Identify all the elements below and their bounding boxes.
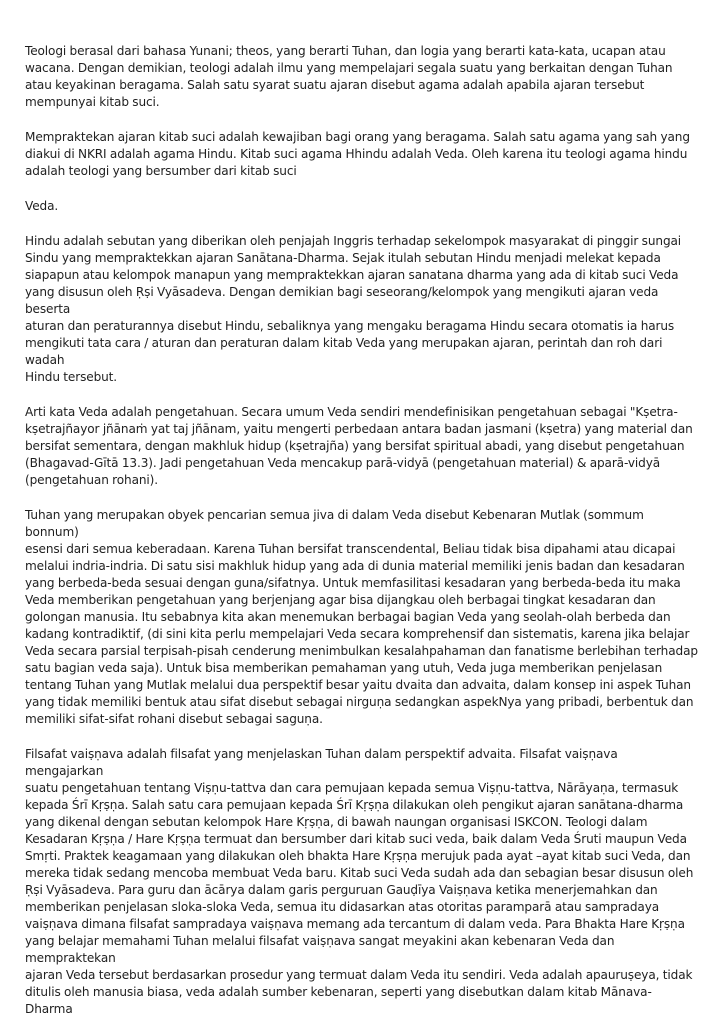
paragraph-kebenaran-mutlak: Tuhan yang merupakan obyek pencarian semua jiva di dalam Veda disebut Kebenaran Mutlak (sommum bonnum) esensi dari semua keberadaan. Karena Tuhan bersifat transcendental, Beliau tidak bisa dipahami atau dicapai melalui indria-indria. Di satu sisi makhluk hidup yang ada di dunia material memiliki jenis badan dan kesadaran yang berbeda-beda sesuai dengan guna/sifatnya. Untuk memfasilitasi kesadaran yang berbeda-beda itu maka Veda memberikan pengetahuan yang berjenjang agar bisa dijangkau oleh berbagai tingkat kesadaran dan golongan manusia. Itu sebabnya kita akan menemukan berbagai bagian Veda yang seolah-olah berbeda dan kadang kontradiktif, (di sini kita perlu mempelajari Veda secara komprehensif dan sistematis, karena jika belajar Veda secara parsial terpisah-pisah cenderung menimbulkan kesalahpahaman dan fanatisme berlebihan terhadap satu bagian veda saja). Untuk bisa memberikan pemahaman yang utuh, Veda juga memberikan penjelasan tentang Tuhan yang Mutlak melalui dua perspektif besar yaitu dvaita dan advaita, dalam konsep ini aspek Tuhan yang tidak memiliki bentuk atau sifat disebut sebagai nirguṇa sedangkan aspekNya yang pribadi, berbentuk dan memiliki sifat-sifat rohani disebut sebagai saguṇa. — [25, 508, 698, 726]
paragraph-filsafat-vaisnava: Filsafat vaiṣṇava adalah filsafat yang menjelaskan Tuhan dalam perspektif advaita. Filsafat vaiṣṇava mengajarkan suatu pengetahuan tentang Viṣṇu-tattva dan cara pemujaan kepada semua Viṣṇu-tattva, Nārāyaṇa, termasuk kepada Śrī Kṛṣṇa. Salah satu cara pemujaan kepada Śrī Kṛṣṇa dilakukan oleh pengikut ajaran sanātana-dharma yang dikenal dengan sebutan kelompok Hare Kṛṣṇa, di bawah naungan organisasi ISKCON. Teologi dalam Kesadaran Kṛṣṇa / Hare Kṛṣṇa termuat dan bersumber dari kitab suci veda, baik dalam Veda Śruti maupun Veda Smṛti. Praktek keagamaan yang dilakukan oleh bhakta Hare Kṛṣṇa merujuk pada ayat –ayat kitab suci Veda, dan mereka tidak sedang mencoba membuat Veda baru. Kitab suci Veda sudah ada dan sebagian besar disusun oleh Ṛṣi Vyāsadeva. Para guru dan ācārya dalam garis perguruan Gauḍīya Vaiṣṇava ketika menerjemahkan dan memberikan penjelasan sloka-sloka Veda, semua itu didasarkan atas otoritas paramparā atau sampradaya vaiṣṇava dimana filsafat sampradaya vaiṣṇava memang ada tercantum di dalam veda. Para Bhakta Hare Kṛṣṇa yang belajar memahami Tuhan melalui filsafat vaiṣṇava sangat meyakini akan kebenaran Veda dan mempraktekan ajaran Veda tersebut berdasarkan prosedur yang termuat dalam Veda itu sendiri. Veda adalah apauruṣeya, tidak ditulis oleh manusia biasa, veda adalah sumber kebenaran, seperti yang disebutkan dalam kitab Mānava-Dharma — [25, 747, 694, 1016]
paragraph-veda-word: Veda. — [25, 199, 59, 213]
paragraph-teologi-definition: Teologi berasal dari bahasa Yunani; theos, yang berarti Tuhan, dan logia yang berarti kata-kata, ucapan atau wacana. Dengan demikian, teologi adalah ilmu yang mempelajari segala suatu yang berkaitan dengan Tuhan atau keyakinan beragama. Salah satu syarat suatu ajaran disebut agama adalah apabila ajaran tersebut mempunyai kitab suci. — [25, 44, 673, 109]
paragraph-kitab-suci: Mempraktekan ajaran kitab suci adalah kewajiban bagi orang yang beragama. Salah satu agama yang sah yang diakui di NKRI adalah agama Hindu. Kitab suci agama Hhindu adalah Veda. Oleh karena itu teologi agama hindu adalah teologi yang bersumber dari kitab suci — [25, 130, 690, 178]
paragraph-hindu-origin: Hindu adalah sebutan yang diberikan oleh penjajah Inggris terhadap sekelompok masyarakat di pinggir sungai Sindu yang mempraktekkan ajaran Sanātana-Dharma. Sejak itulah sebutan Hindu menjadi melekat kepada siapapun atau kelompok manapun yang mempraktekkan ajaran sanatana dharma yang ada di kitab suci Veda yang disusun oleh Ṛṣi Vyāsadeva. Dengan demikian bagi seseorang/kelompok yang mengikuti ajaran veda beserta aturan dan peraturannya disebut Hindu, sebaliknya yang mengaku beragama Hindu secara otomatis ia harus mengikuti tata cara / aturan dan peraturan dalam kitab Veda yang merupakan ajaran, perintah dan roh dari wadah Hindu tersebut. — [25, 234, 682, 384]
paragraph-arti-veda: Arti kata Veda adalah pengetahuan. Secara umum Veda sendiri mendefinisikan pengetahuan sebagai "Kṣetra- kṣetrajñayor jñānaṁ yat taj jñānam, yaitu mengerti perbedaan antara badan jasmani (kṣetra) yang material dan bersifat sementara, dengan makhluk hidup (kṣetrajña) yang bersifat spiritual abadi, yang disebut pengetahuan (Bhagavad-Gītā 13.3). Jadi pengetahuan Veda mencakup parā-vidyā (pengetahuan material) & aparā-vidyā (pengetahuan rohani). — [25, 405, 693, 487]
